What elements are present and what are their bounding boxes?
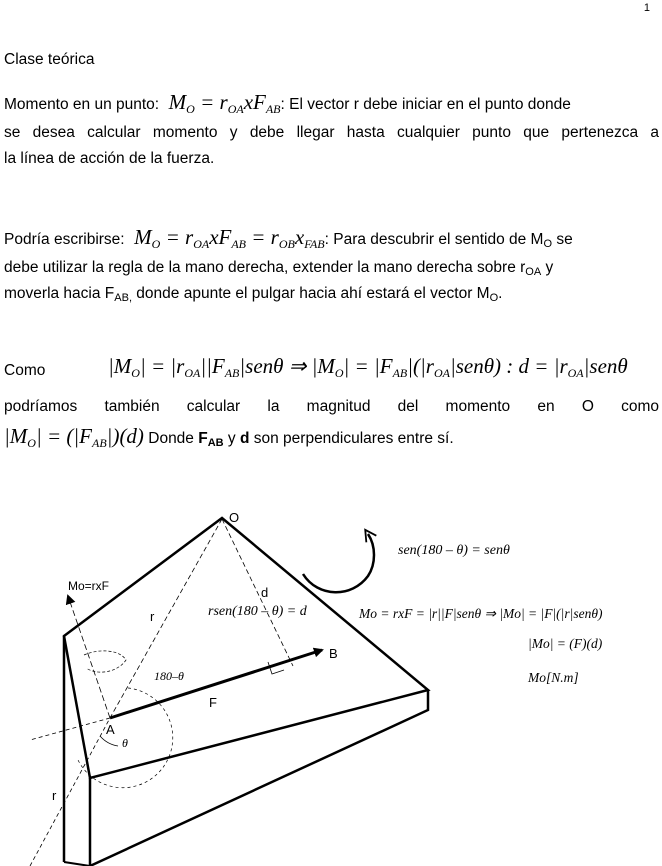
magnitude-product-formula: $|M_O| = (|F_{AB}|)(d)$ [4, 424, 144, 450]
equation-units: Mo[N.m] [528, 670, 579, 685]
p2-lead: Podría escribirse: [4, 231, 125, 248]
section-heading: Clase teórica [4, 51, 95, 68]
paragraph-2-line-3 [4, 281, 659, 311]
label-d: d [261, 585, 269, 600]
moment-formula: $M_O = r_{OA}xF_{AB}$ [163, 90, 281, 116]
p2-tail: : Para descubrir el sentido de M [324, 231, 544, 248]
p3-lead: Como [4, 362, 46, 379]
p2-line3-text: moverla hacia F [4, 285, 115, 302]
label-mo: Mo=rxF [68, 579, 110, 593]
p2-line3-sub2: O [489, 292, 499, 304]
moment-rotation-icon [303, 534, 374, 592]
force-extension [30, 718, 110, 740]
p1-tail: : El vector r debe iniciar en el punto donde [280, 96, 571, 113]
paragraph-3-line-2: podríamos también calcular la magnitud del momento en O como [4, 398, 659, 415]
label-f: F [209, 695, 217, 710]
p3-tail-b: y [223, 430, 240, 447]
r-below-line [30, 718, 110, 866]
p3-tail-c: son perpendiculares entre sí. [249, 430, 454, 447]
label-o: O [229, 510, 240, 525]
equation-magnitude: |Mo| = (F)(d) [528, 636, 603, 651]
p3-bold-f: F [198, 430, 208, 447]
magnitude-formula: $|M_O| = |r_{OA}||F_{AB}|sen\theta$ ⇒ $|M_O| = |F_{AB}|(|r_{OA}|sen\theta)$ : $d = |r_{OA}|sen\theta$ [108, 354, 628, 380]
p3-bold-f-sub: AB [207, 437, 224, 449]
label-r: r [150, 609, 155, 624]
p2-tail-sub: O [543, 238, 553, 250]
paragraph-1-line-2: se desea calcular momento y debe llegar hasta cualquier punto que pertenezca a [4, 124, 659, 141]
label-180-theta: 180–θ [154, 669, 184, 683]
paragraph-1-line-1 [4, 89, 659, 122]
p2-line2-text: debe utilizar la regla de la mano derecha, extender la mano derecha sobre r [4, 259, 526, 276]
paragraph-2-line-1 [4, 224, 662, 257]
p3-tail-a: Donde [148, 430, 199, 447]
plate [64, 518, 428, 866]
label-sen-identity: sen(180 – θ) = senθ [398, 543, 510, 558]
p2-line3-end: . [498, 285, 503, 302]
label-r-bottom: r [52, 788, 57, 803]
theta-arc [100, 736, 118, 746]
page-number: 1 [643, 2, 650, 14]
equation-moment: Mo = rxF = |r||F|senθ ⇒ |Mo| = |F|(|r|senθ) [359, 606, 603, 621]
moment-vector [68, 596, 110, 718]
p3-bold-d: d [239, 430, 250, 447]
distance-line [222, 519, 293, 666]
p2-line2-sub: OA [525, 266, 542, 278]
p2-line3-sub: AB, [114, 292, 132, 304]
p2-line2-end: y [541, 259, 554, 276]
p2-tail-end: se [552, 231, 573, 248]
paragraph-3-line-3 [4, 423, 454, 456]
label-theta: θ [122, 736, 128, 750]
label-rsen: rsen(180 – θ) = d [208, 604, 307, 619]
label-b: B [329, 646, 338, 661]
label-a: A [106, 722, 115, 737]
p2-line3-mid: donde apunte el pulgar hacia ahí estará el vector M [132, 285, 490, 302]
moment-diagram [0, 490, 662, 866]
paragraph-1-line-3: la línea de acción de la fuerza. [4, 150, 215, 167]
moment-formula-alt: $M_O = r_{OA}xF_{AB} = r_{OB}x_{FAB}$ [128, 225, 325, 251]
p1-lead: Momento en un punto: [4, 96, 160, 113]
